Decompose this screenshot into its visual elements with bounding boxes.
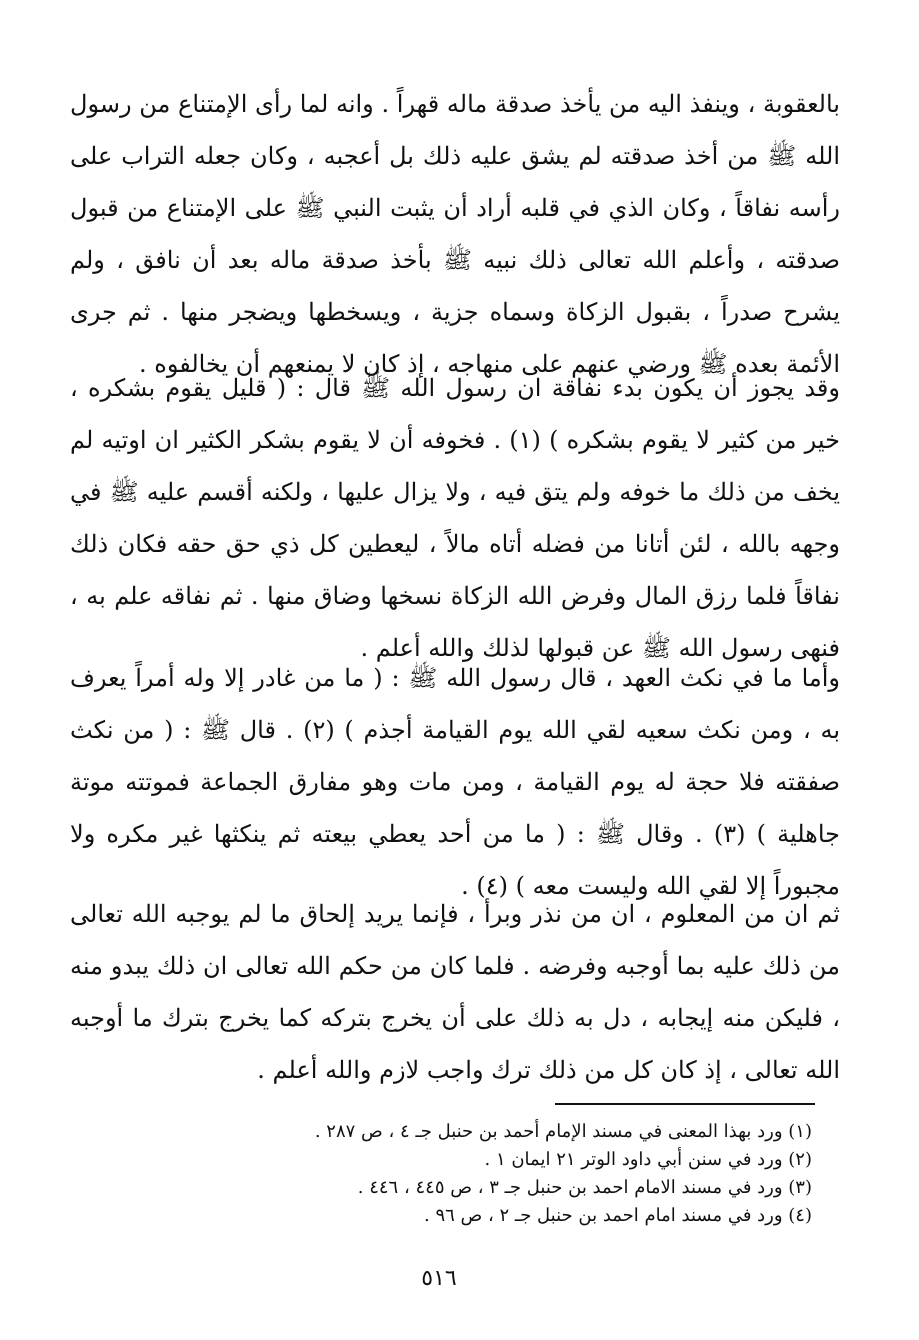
page-number: ٥١٦	[421, 1266, 457, 1291]
footnote-1: (١) ورد بهذا المعنى في مسند الإمام أحمد بن حنبل جـ ٤ ، ص ٢٨٧ .	[314, 1121, 812, 1142]
paragraph-1: بالعقوبة ، وينفذ اليه من يأخذ صدقة ماله قهراً . وانه لما رأى الإمتناع من رسول الله ﷺ من أخذ صدقته لم يشق عليه ذلك بل أعجبه ، وكان جعله التراب على رأسه نفاقاً ، وكان الذي في قلبه أراد أن يثبت النبي ﷺ على الإمتناع من قبول صدقته ، وأعلم الله تعالى ذلك نبيه ﷺ بأخذ صدقة ماله بعد أن نافق ، ولم يشرح صدراً ، بقبول الزكاة وسماه جزية ، ويسخطها ويضجر منها . ثم جرى الأئمة بعده ﷺ ورضي عنهم على منهاجه ، إذ كان لا يمنعهم أن يخالفوه .	[70, 90, 840, 378]
paragraph-2: وقد يجوز أن يكون بدء نفاقة ان رسول الله ﷺ قال : ( قليل يقوم بشكره ، خير من كثير لا يقوم بشكره ) (١) . فخوفه أن لا يقوم بشكر الكثير ان اوتيه لم يخف من ذلك ما خوفه ولم يتق فيه ، ولا يزال عليها ، ولكنه أقسم عليه ﷺ في وجهه بالله ، لئن أتانا من فضله أتاه مالاً ، ليعطين كل ذي حق حقه فكان ذلك نفاقاً فلما رزق المال وفرض الله الزكاة نسخها وضاق منها . ثم نفاقه علم به ، فنهى رسول الله ﷺ عن قبولها لذلك والله أعلم .	[70, 374, 841, 662]
paragraph-3: وأما ما في نكث العهد ، قال رسول الله ﷺ : ( ما من غادر إلا وله أمراً يعرف به ، ومن نكث سعيه لقي الله يوم القيامة أجذم ) (٢) . قال ﷺ : ( من نكث صفقته فلا حجة له يوم القيامة ، ومن مات وهو مفارق الجماعة فموتته موتة جاهلية ) (٣) . وقال ﷺ : ( ما من أحد يعطي بيعته ثم ينكثها غير مكره ولا مجبوراً إلا لقي الله وليست معه ) (٤) .	[70, 664, 841, 900]
footnotes-list	[240, 1118, 812, 1230]
paragraph-4: ثم ان من المعلوم ، ان من نذر وبرأ ، فإنما يريد إلحاق ما لم يوجبه الله تعالى من ذلك عليه بما أوجبه وفرضه . فلما كان من حكم الله تعالى ان ذلك يبدو منه ، فليكن منه إيجابه ، دل به ذلك على أن يخرج بتركه كما يخرج بترك ما أوجبه الله تعالى ، إذ كان كل من ذلك ترك واجب لازم والله أعلم .	[70, 900, 840, 1084]
footnote-divider	[555, 1103, 815, 1105]
footnote-3: (٣) ورد في مسند الامام احمد بن حنبل جـ ٣ ، ص ٤٤٥ ، ٤٤٦ .	[357, 1177, 812, 1198]
footnote-4: (٤) ورد في مسند امام احمد بن حنبل جـ ٢ ، ص ٩٦ .	[423, 1205, 812, 1226]
footnote-2: (٢) ورد في سنن أبي داود الوتر ٢١ ايمان ١ .	[484, 1149, 812, 1170]
